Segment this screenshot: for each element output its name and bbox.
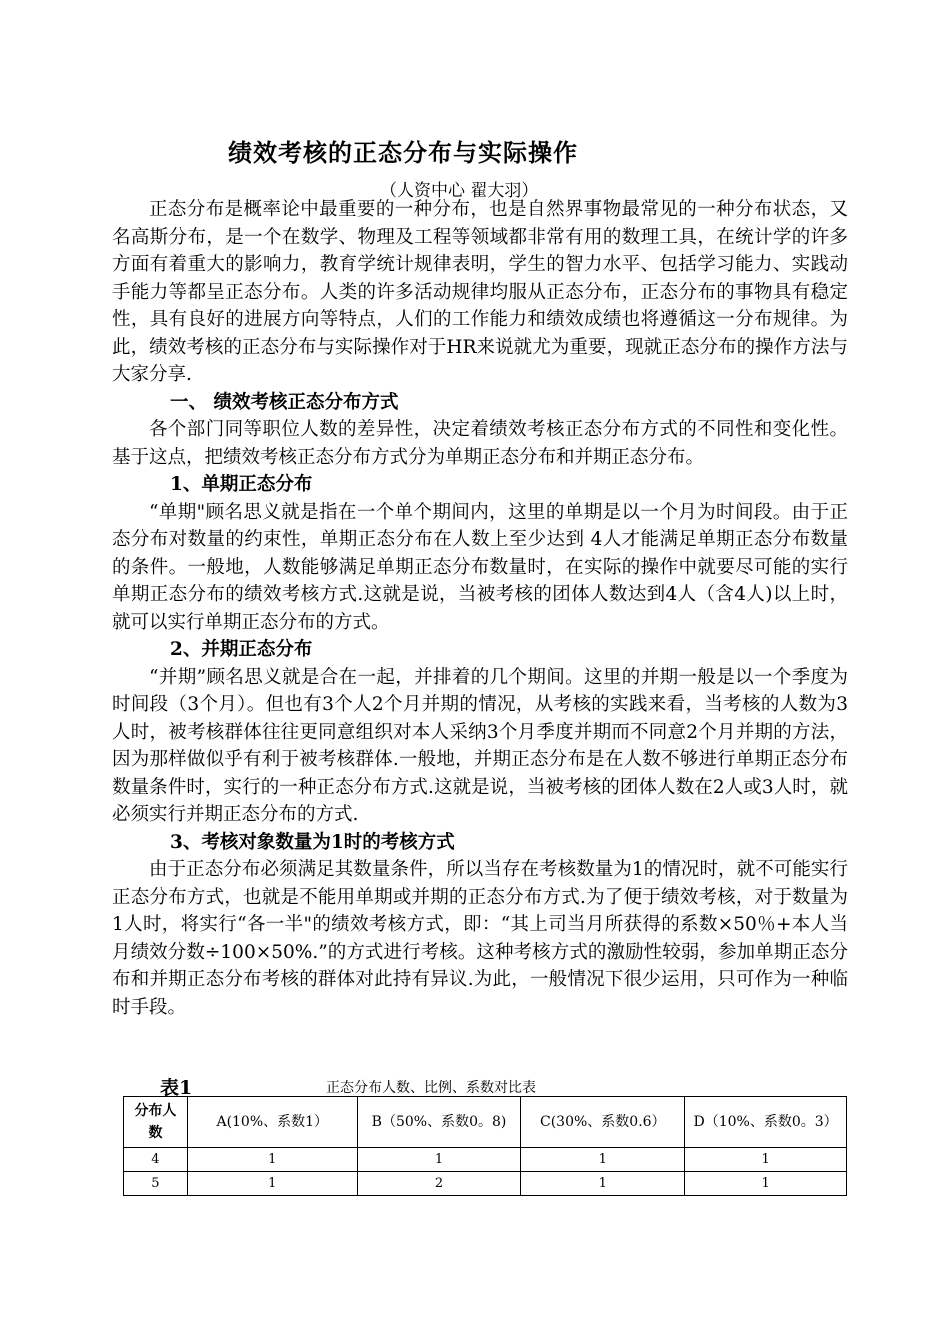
table-cell: 1 <box>187 1148 357 1172</box>
table-header-cell: A(10%、系数1） <box>187 1097 357 1148</box>
subsection-3-heading: 3、考核对象数量为1时的考核方式 <box>170 831 455 853</box>
table-label: 表1 <box>160 1077 193 1099</box>
table-cell: 1 <box>521 1148 685 1172</box>
table-header-cell: 分布人数 <box>124 1097 188 1148</box>
table-header-cell: C(30%、系数0.6） <box>521 1097 685 1148</box>
subsection-1-paragraph: “单期"顾名思义就是指在一个单个期间内，这里的单期是以一个月为时间段。由于正态分布对数量的约束性，单期正态分布在人数上至少达到 4人才能满足单期正态分布数量的条件。一般地，人数能够满足单期正态分布数量时，在实际的操作中就要尽可能的实行单期正态分布的绩效考核方式.这就是说，当被考核的团体人数达到4人（含4人)以上时，就可以实行单期正态分布的方式。 <box>112 501 848 633</box>
table-cell: 5 <box>124 1172 188 1196</box>
table-cell: 1 <box>357 1148 521 1172</box>
table-cell: 2 <box>357 1172 521 1196</box>
table-cell: 1 <box>187 1172 357 1196</box>
table-cell: 1 <box>685 1172 847 1196</box>
table-cell: 1 <box>685 1148 847 1172</box>
subsection-3-paragraph: 由于正态分布必须满足其数量条件，所以当存在考核数量为1的情况时，就不可能实行正态分布方式，也就是不能用单期或并期的正态分布方式.为了便于绩效考核，对于数量为1人时，将实行“各一半"的绩效考核方式，即：“其上司当月所获得的系数×50％+本人当月绩效分数÷100×50%.”的方式进行考核。这种考核方式的激励性较弱，参加单期正态分布和并期正态分布考核的群体对此持有异议.为此，一般情况下很少运用，只可作为一种临时手段。 <box>112 859 848 1018</box>
intro-paragraph: 正态分布是概率论中最重要的一种分布，也是自然界事物最常见的一种分布状态，又名高斯分布，是一个在数学、物理及工程等领域都非常有用的数理工具，在统计学的许多方面有着重大的影响力，教育学统计规律表明，学生的智力水平、包括学习能力、实践动手能力等都呈正态分布。人类的许多活动规律均服从正态分布，正态分布的事物具有稳定性，具有良好的进展方向等特点，人们的工作能力和绩效成绩也将遵循这一分布规律。为此，绩效考核的正态分布与实际操作对于HR来说就尤为重要，现就正态分布的操作方法与大家分享. <box>112 199 848 385</box>
page-title: 绩效考核的正态分布与实际操作 <box>228 138 578 167</box>
table-cell: 4 <box>124 1148 188 1172</box>
table-header-row <box>124 1097 847 1148</box>
table-header-cell: B（50%、系数0。8) <box>357 1097 521 1148</box>
table-row <box>124 1172 847 1196</box>
author-line: （人资中心 翟大羽） <box>380 181 539 201</box>
table-cell: 1 <box>521 1172 685 1196</box>
subsection-2-heading: 2、并期正态分布 <box>170 639 313 660</box>
section-1-paragraph: 各个部门同等职位人数的差异性，决定着绩效考核正态分布方式的不同性和变化性。基于这点，把绩效考核正态分布方式分为单期正态分布和并期正态分布。 <box>112 419 848 468</box>
document-body <box>112 196 848 1021</box>
distribution-table <box>123 1096 847 1196</box>
section-1-heading: 一、 绩效考核正态分布方式 <box>170 391 399 413</box>
table-header-cell: D（10%、系数0。3） <box>685 1097 847 1148</box>
subsection-1-heading: 1、单期正态分布 <box>170 474 313 495</box>
subsection-2-paragraph: “并期”顾名思义就是合在一起，并排着的几个期间。这里的并期一般是以一个季度为时间段（3个月）。但也有3个人2个月并期的情况，从考核的实践来看，当考核的人数为3人时，被考核群体往往更同意组织对本人采纳3个月季度并期而不同意2个月并期的方法，因为那样做似乎有利于被考核群体.一般地，并期正态分布是在人数不够进行单期正态分布数量条件时，实行的一种正态分布方式.这就是说，当被考核的团体人数在2人或3人时，就必须实行并期正态分布的方式. <box>112 666 848 825</box>
table-caption-text: 正态分布人数、比例、系数对比表 <box>326 1080 536 1096</box>
table-row <box>124 1148 847 1172</box>
